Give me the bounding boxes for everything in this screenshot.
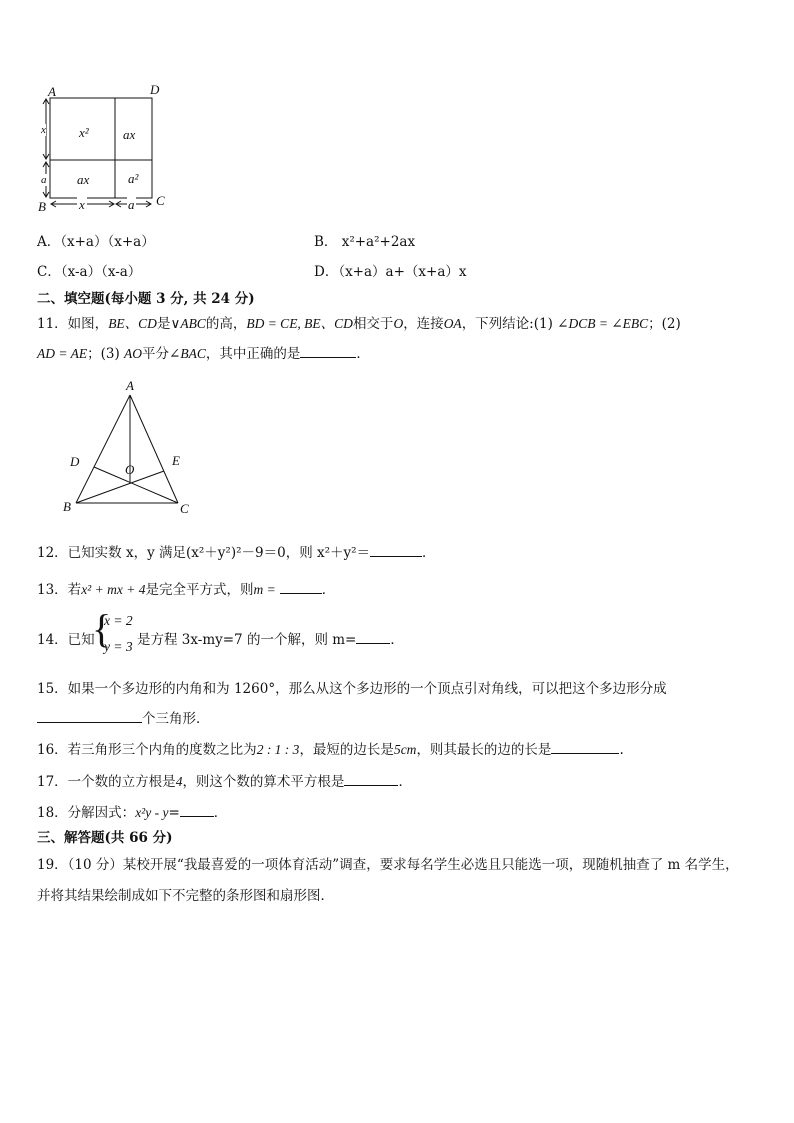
- question-15-line-1: 15．如果一个多边形的内角和为 1260°，那么从这个多边形的一个顶点引对角线，可以把这个多边形分成: [37, 681, 667, 697]
- q13-text: ．: [321, 582, 336, 598]
- cell-a-squared: a²: [128, 171, 139, 186]
- bottom-label-a: a: [128, 197, 135, 212]
- q16-text: ，最短的边长是: [299, 742, 394, 758]
- q11-math: AO: [124, 346, 143, 361]
- q14-eq1: x = 2: [104, 613, 133, 628]
- q11-text: ，连接: [403, 316, 444, 332]
- q13-math: x² + mx + 4: [81, 582, 146, 597]
- option-b: B． x²+a²+2ax: [314, 234, 416, 250]
- answer-blank: [280, 581, 322, 594]
- question-19-line-1: 19．（10 分）某校开展“我最喜爱的一项体育活动”调查，要求每名学生必选且只能选一项，现随机抽查了 m 名学生，: [37, 857, 739, 873]
- q11-math: O: [393, 316, 404, 331]
- q16-text: 16．若三角形三个内角的度数之比为: [37, 742, 257, 758]
- q18-text: ．: [213, 805, 228, 821]
- q11-math: BE、CD: [108, 316, 157, 331]
- q17-text: ，则这个数的算术平方根是: [182, 774, 345, 790]
- answer-blank: [344, 773, 398, 786]
- point-label-c: C: [180, 501, 189, 516]
- q11-text: 的高，: [205, 316, 247, 332]
- q17-text: 17．一个数的立方根是: [37, 774, 176, 790]
- q11-math: BD = CE, BE、CD: [246, 316, 353, 331]
- side-label-x: x: [41, 124, 46, 136]
- q18-text: 18．分解因式：: [37, 805, 136, 821]
- q16-text: ，则其最长的边的长是: [416, 742, 552, 758]
- q11-math: ∠DCB = ∠EBC: [557, 316, 649, 331]
- q17-text: ．: [398, 774, 412, 790]
- q11-text: 11．如图，: [37, 316, 109, 332]
- q11-text: ；(2): [648, 316, 681, 332]
- q17-math: 4: [175, 774, 183, 789]
- side-label-a: a: [41, 174, 47, 186]
- q11-text: ，下列结论:(1): [461, 316, 558, 332]
- q15-text: 个三角形．: [142, 711, 210, 727]
- cell-ax-top: ax: [123, 127, 136, 142]
- q14-text: ．: [390, 632, 404, 648]
- corner-label-b: B: [38, 199, 46, 214]
- question-19-line-2: 并将其结果绘制成如下不完整的条形图和扇形图．: [37, 888, 334, 904]
- cell-ax-bottom: ax: [77, 172, 90, 187]
- section-title-fill-in: 二、填空题(每小题 3 分, 共 24 分): [37, 291, 255, 307]
- q11-math: OA: [443, 316, 462, 331]
- option-d: D．（x+a）a+（x+a）x: [314, 264, 467, 280]
- point-label-o: O: [125, 462, 135, 477]
- q18-text: =: [168, 805, 180, 821]
- point-label-d: D: [70, 454, 80, 469]
- q14-eq2: y = 3: [104, 639, 133, 654]
- corner-label-c: C: [156, 193, 165, 208]
- point-label-a: A: [126, 378, 134, 393]
- question-11-line-2: [37, 342, 370, 362]
- q18-math: x²y - y: [135, 805, 169, 820]
- q12-text: ．: [422, 545, 436, 561]
- point-label-e: E: [172, 453, 180, 468]
- q11-text: ；(3): [87, 346, 125, 362]
- q14-text: 是方程 3x-my=7 的一个解，则 m=: [137, 632, 357, 648]
- answer-blank: [551, 741, 619, 754]
- option-a: A．（x+a）（x+a）: [37, 234, 155, 250]
- option-c: C．（x-a）（x-a）: [37, 264, 142, 280]
- q13-text: 是完全平方式，则: [145, 582, 254, 598]
- answer-blank: [356, 631, 390, 644]
- q11-text: ．: [356, 346, 370, 362]
- q13-text: 13．若: [37, 582, 82, 598]
- cell-x-squared: x²: [79, 125, 89, 140]
- q11-math: AD = AE: [37, 346, 88, 361]
- q13-math: m =: [253, 582, 276, 597]
- q16-text: .: [619, 742, 624, 758]
- triangle-figure: [60, 380, 200, 520]
- q11-text: 平分: [142, 346, 170, 362]
- question-12: [37, 541, 436, 561]
- q11-text: 相交于: [352, 316, 394, 332]
- square-area-figure: [34, 82, 174, 217]
- question-17: [37, 770, 412, 790]
- question-13: [37, 578, 335, 598]
- corner-label-d: D: [150, 82, 160, 97]
- question-11-line-1: [37, 312, 681, 332]
- q11-math: ∨ABC: [170, 316, 206, 331]
- q16-math: 5cm: [393, 742, 417, 757]
- system-brace-icon: {: [92, 606, 112, 651]
- point-label-b: B: [63, 499, 71, 514]
- q11-text: ，其中正确的是: [205, 346, 301, 362]
- corner-label-a: A: [48, 84, 56, 99]
- answer-blank: [180, 804, 214, 817]
- q14-pre: 14．已知: [37, 632, 95, 648]
- answer-blank: [300, 345, 356, 358]
- q16-math: 2 : 1 : 3: [256, 742, 300, 757]
- answer-blank: [370, 544, 422, 557]
- question-15-line-2: [37, 707, 210, 727]
- question-18: [37, 801, 227, 821]
- q11-text: 是: [156, 316, 171, 332]
- bottom-label-x: x: [79, 197, 85, 212]
- section-title-answer: 三、解答题(共 66 分): [37, 830, 173, 846]
- q11-math: ∠BAC: [169, 346, 206, 361]
- answer-blank: [37, 710, 142, 723]
- question-14-tail: [137, 628, 404, 648]
- question-16: [37, 738, 624, 758]
- q12-text: 12．已知实数 x，y 满足(x²＋y²)²－9＝0，则 x²＋y²＝: [37, 545, 371, 561]
